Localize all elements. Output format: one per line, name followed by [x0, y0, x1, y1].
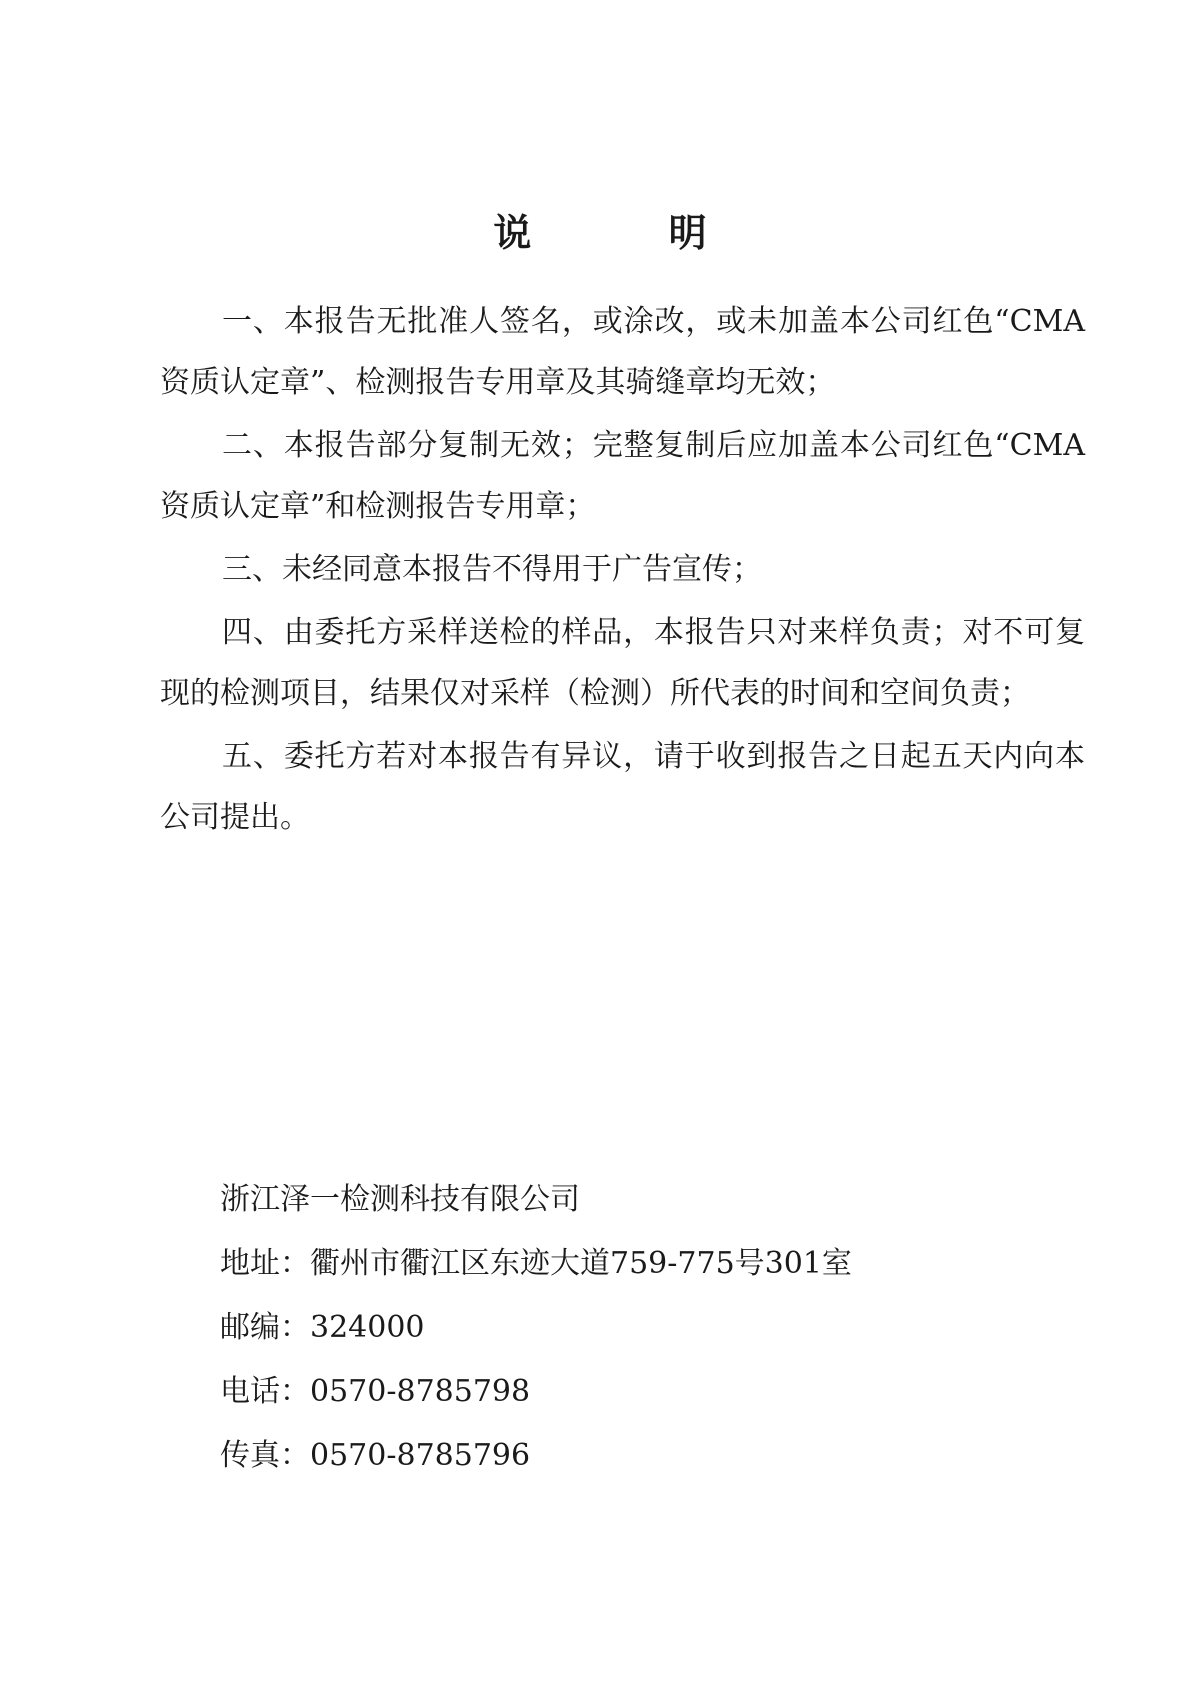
address-label: 地址： [220, 1246, 310, 1281]
address-value: 衢州市衢江区东迹大道759-775号301室 [310, 1246, 852, 1281]
phone-label: 电话： [220, 1374, 310, 1409]
postcode-value: 324000 [310, 1310, 425, 1345]
postcode-label: 邮编： [220, 1310, 310, 1345]
note-item-4: 四、由委托方采样送检的样品，本报告只对来样负责；对不可复现的检测项目，结果仅对采样（检测）所代表的时间和空间负责； [160, 615, 1085, 711]
contact-block [220, 1168, 1020, 1488]
notes-list [160, 291, 1085, 850]
note-item-2: 二、本报告部分复制无效；完整复制后应加盖本公司红色“CMA资质认定章”和检测报告专用章； [160, 428, 1085, 524]
fax-value: 0570-8785796 [310, 1438, 531, 1473]
postcode-line [220, 1296, 1020, 1360]
fax-label: 传真： [220, 1438, 310, 1473]
note-item-1: 一、本报告无批准人签名，或涂改，或未加盖本公司红色“CMA资质认定章”、检测报告专用章及其骑缝章均无效； [160, 304, 1085, 400]
phone-value: 0570-8785798 [310, 1374, 531, 1409]
note-item-5: 五、委托方若对本报告有异议，请于收到报告之日起五天内向本公司提出。 [160, 739, 1085, 835]
page-title: 说 明 [493, 210, 769, 255]
note-item-3: 三、未经同意本报告不得用于广告宣传； [222, 552, 762, 587]
address-line [220, 1232, 1020, 1296]
fax-line [220, 1424, 1020, 1488]
phone-line [220, 1360, 1020, 1424]
company-name: 浙江泽一检测科技有限公司 [220, 1182, 580, 1217]
